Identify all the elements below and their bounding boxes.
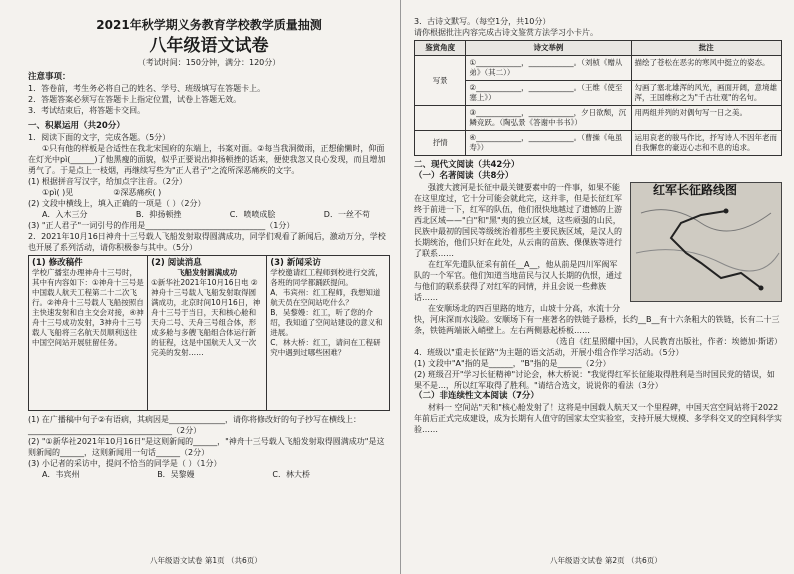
q2-stem: 2．2021年10月16日神舟十三号载人飞船发射取得圆满成功，同学们观看了新闻后，激动万分，学校也开展了系列活动，请你积极参与其中。（5分） [28,232,386,252]
note-cell [631,131,781,156]
note-cell [631,56,781,81]
note-item: 2．答题答案必须写在答题卡上指定位置，试卷上答题无效。 [28,95,242,104]
news-col-revise [29,256,148,411]
q1-3-stem: (3) "正人君子"一词引号的作用是______________________________（1分） [28,221,295,230]
left-footer: 八年级语文试卷 第1页 （共6页） [150,556,262,565]
note-line: 勾画了塞北雄浑的风光，画面开阔，意境雄浑，王国维称之为"千古壮观"的名句。 [634,83,778,102]
exam-meta: （考试时间：150分钟，满分：120分） [137,58,281,67]
section2-heading: 二、现代文阅读（共42分） [414,160,520,170]
q2-3-stem: (3) 小记者的采访中，提问不恰当的同学是（ ）（1分） [28,459,222,468]
news-col-interview [267,256,390,411]
q1-2-choices [28,209,390,220]
map-title: 红军长征路线图 [653,183,738,197]
q1-stem: 1．阅读下面的文字，完成各题。（5分） [28,133,171,142]
news-col-read [148,256,267,411]
reading-source: （选自《红星照耀中国》，人民教育出版社，作者：埃德加·斯诺） [551,337,782,346]
right-footer: 八年级语文试卷 第2页 （共6页） [550,556,662,565]
q1-1-row [28,176,390,187]
note-cell [631,81,781,106]
section1-heading: 一、积累运用（共20分） [28,121,125,131]
q2-2-stem: (2) "①新华社2021年10月16日"是这则新闻的______，"神舟十三号载人飞船发射取得圆满成功"是这则新闻的______，这则新闻用一句话______（2分） [28,437,385,457]
news-headline: 飞船发射圆满成功 [177,268,238,277]
note-line: 运用哀老的骏马作比，抒写诗人不因年老而自我懈怠的豪迈心志和不息的追求。 [634,133,778,152]
example-cell [466,56,631,81]
news-col-interview-title: (3) 新闻采访 [270,258,321,268]
angle-emotion: 抒情 [415,131,466,156]
angle-scenery: 写景 [415,56,466,106]
map-drawing [631,183,781,301]
notes-heading: 注意事项： [28,72,71,82]
note-line: 描绘了苍松在恶劣的寒风中挺立的姿态。 [634,58,770,67]
q2-3-choices [28,469,390,480]
note-cell [631,106,781,131]
q4-stem: 4．班级以"重走长征路"为主题的语文活动，开展小组合作学习活动。（5分） [414,348,684,357]
q1-1-stem: (1) 根据拼音写汉字，给加点字注音。（2分） [28,177,187,186]
news-col-read-text: ①新华社2021年10月16日电 ②神舟十三号载人飞船发射取得圆满成功，北京时间10月16日，神舟十三号于当日，天和核心舱和天舟二号、天舟三号组合体，形成多舱与多艘飞船组合体运行新的征程，这是中国航天人又一次完美的发射…… [151,278,261,357]
choice-c: C．林大桥 [272,470,310,479]
news-table [28,255,390,411]
reading-para-2: 在红军先遣队征采有前任__A__，他从前是四川军阀军队的一个军官。他们知道当地苗民与汉人长期的仇恨，通过与他们的联系获得了对红军的同情，并且会说一些彝族话…… [414,260,622,302]
news-col-revise-title: (1) 修改稿件 [32,258,83,268]
part1-heading: （一）名著阅读（共8分） [414,171,514,181]
example-line: ①____________，____________。（刘桢《赠从弟》（其二）） [469,58,623,77]
q2-1-stem: (1) 在广播稿中句子②有语病，其病因是______________，请你将修改好的句子抄写在横线上：____________________________________（2分） [28,415,362,435]
q3-stem: 3．古诗文默写。（每空1分，共10分） [414,17,551,26]
choice-c: C．喷喷成脍 [229,210,276,219]
poetry-table [414,40,782,156]
part2-heading: （二）非连续性文本阅读（7分） [414,391,539,401]
news-col-interview-text: 学校邀请红工程师到校进行交流，各班的同学都踊跃提问。 A．韦宾州：红工程师，我想知道航天员在空间站吃什么？ B．吴黎嫚：红工，听了您的介绍，我知道了空间站建设的意义和进展。 C．林大桥：红工，请问在工程研究中遇到过哪些困难？ [270,268,383,357]
exam-title: 2021年秋学期义务教育学校教学质量抽测 [96,18,322,32]
q1-1a: ①pì( )见 [42,188,74,197]
q1-passage: ①只有他的样板是合适性在我北宋国府的东端上，书案对面。②每当我洞微雨，正想偷懒时，仰面在灯光中pì(______)了他黑瘦的面貌，似乎正要说出抑扬顿挫的话来，便使我忽又良心发现，而且增加勇气了。于是点上一枝烟，再继续写些为"正人君子"之流所深恶痛疾的文字。 [28,144,386,175]
q1-1-blanks [28,187,390,198]
choice-a: A．入木三分 [42,210,88,219]
th-angle: 鉴赏角度 [415,41,466,56]
choice-a: A．韦宾州 [42,470,80,479]
q1-1b: ②深恶痛疾( ) [113,188,162,197]
angle-empty [415,106,466,131]
example-line: ②____________，____________。（王维《使至塞上》） [469,83,623,102]
q4-1-stem: (1) 文段中"A"指的是______，"B"指的是______（2分） [414,359,611,368]
exam-subject-title: 八年级语文试卷 [149,36,269,56]
example-line: ④____________，____________。（曹操《龟虽寿》） [469,133,623,152]
material-1: 材料一 空间站"天和"核心舱发射了！这将是中国载人航天又一个里程碑，中国天宫空间站将于2022年前后正式完成建设，成为长期有人值守的国家太空实验室，支持开展大规模、多学科交叉的空间科学实验…… [414,403,782,434]
example-cell [466,131,631,156]
long-march-map [630,182,782,302]
news-col-revise-text: 学校广播室办理神舟十三号时，其中有内容如下：①神舟十三号是中国载人航天工程第二十二次飞行。②神舟十三号载人飞船按照自主快速发射和自主交会对接，④神舟十三号成功发射，3神舟十三号载人飞船将三名航天员顺利送往中国空间站开展驻留任务。 [32,268,144,347]
note-item: 1．答卷前，考生务必将自己的姓名、学号、班级填写在答题卡上。 [28,84,266,93]
th-examples: 诗文举例 [466,41,631,56]
reading-para-3: 在安顺场北的四百里路的地方，山坡十分高，水流十分快，河床深而水浅险。安顺场下有一座著名的铁链子悬桥，长约__B__有十六条粗大的铁链，长有二十三条，铁链两端嵌入峭壁上。左右两侧悬起桥板…… [414,304,780,335]
q4-2-stem: (2) 班级召开"学习长征精神"讨论会，林大桥说："我觉得红军长征能取得胜利是当时国民党的错误，如果不是…，所以红军取得了胜利。"请结合选文，说说你的看法（3分） [414,370,775,390]
notes-section [28,72,390,116]
example-line: ③____________，____________，夕日欲颓，沉鳞竞跃。（陶弘景《答谢中书书》） [469,108,627,127]
choice-b: B．抑扬顿挫 [135,210,182,219]
example-cell [466,106,631,131]
q3-sub: 请你根据批注内容完成古诗文鉴赏方法学习小卡片。 [414,28,598,37]
example-cell [466,81,631,106]
right-page [400,0,794,574]
th-notes: 批注 [631,41,781,56]
note-item: 3．考试结束后，将答题卡交回。 [28,106,146,115]
reading-para-1: 强渡大渡河是长征中最关键要素中的一件事，如果不能在这里度过，它十分可能会就此完，这并非，但是长征红军终于前进一下，红军的队伍，他们很快地越过了遗憾的上游西北区域——"白"和"黑"夷的独立区域，这些顽强的山民，民族中最初的国民等级统治着那些主要民族区域，是汉人的长期统治，他们只好在此处，从云南的苗族、倮倮族等进行了联系…… [414,183,622,258]
news-col-read-title: (2) 阅读消息 [151,258,202,268]
choice-d: D．一丝不苟 [323,210,370,219]
choice-b: B．吴黎嫚 [157,470,195,479]
note-line: 用两组并列的对偶句写一日之美。 [634,108,748,117]
q1-2-stem: (2) 文段中横线上，填入正确的一项是（ ）（2分） [28,199,206,208]
